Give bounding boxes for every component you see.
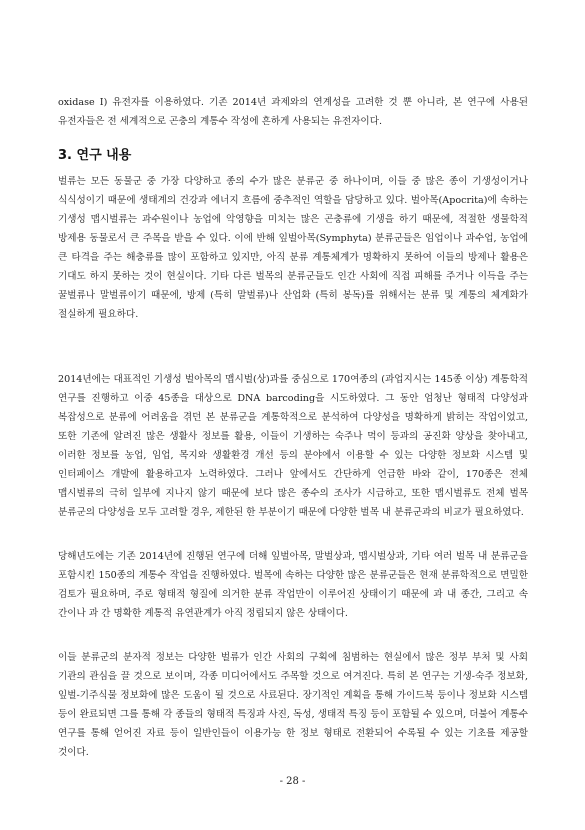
intro-paragraph: oxidase I) 유전자를 이용하였다. 기존 2014년 과제와의 연계성을 고려한 것 뿐 아니라, 본 연구에 사용된 유전자들은 전 세계적으로 곤충의 계통수 작성에 흔하게 사용되는 유전자이다. xyxy=(58,97,528,127)
body-paragraph-3: 당해년도에는 기존 2014년에 진행된 연구에 더해 잎벌아목, 말벌상과, 맵시벌상과, 기타 여러 벌목 내 분류군을 포함시킨 150종의 계통수 작업을 진행하였다. 벌목에 속하는 다양한 많은 분류군들은 현재 분류학적으로 면밀한 검토가 필요하며, 주로 형태적 형질에 의거한 분류 작업만이 이루어진 상태이기 때문에 과 내 종간, 그리고 속 간이나 과 간 명확한 계통적 유연관계가 아직 정립되지 않은 상태이다. xyxy=(58,551,528,619)
body-paragraph-1: 벌류는 모든 동물군 중 가장 다양하고 종의 수가 많은 분류군 중 하나이며, 이들 중 많은 종이 기생성이거나 식식성이기 때문에 생태계의 건강과 에너지 흐름에 중추적인 역할을 담당하고 있다. 벌아목(Apocrita)에 속하는 기생성 맵시벌류는 과수원이나 농업에 악영향을 미치는 많은 곤충류에 기생을 하기 때문에, 적절한 생물학적 방제용 동물로서 큰 주목을 받을 수 있다. 이에 반해 잎벌아목(Symphyta) 분류군들은 임업이나 과수업, 농업에 큰 타격을 주는 해충류를 많이 포함하고 있지만, 아직 분류 계통체계가 명확하지 못하여 이들의 방제나 활용은 기대도 하지 못하는 것이 현실이다. 기타 다른 벌목의 분류군들도 인간 사회에 직접 피해를 주거나 이득을 주는 꿀벌류나 말벌류이기 때문에, 방제 (특히 말벌류)나 산업화 (특히 봉독)를 위해서는 분류 및 계통의 체계화가 절실하게 필요하다. xyxy=(58,176,528,320)
section-heading: 3. 연구 내용 xyxy=(58,148,132,163)
body-paragraph-4: 이들 분류군의 분자적 정보는 다양한 벌류가 인간 사회의 구획에 침범하는 현실에서 많은 정부 부처 및 사회 기관의 관심을 끌 것으로 보이며, 각종 미디어에서도 주목할 것으로 여겨진다. 특히 본 연구는 기생-숙주 정보화, 잎벌-기주식물 정보화에 많은 도움이 될 것으로 사료된다. 장기적인 계획을 통해 가이드북 등이나 정보화 시스템 등이 완료되면 그를 통해 각 종들의 형태적 특징과 사진, 독성, 생태적 특징 등이 포함될 수 있으며, 더불어 계통수 연구를 통해 얻어진 자료 등이 일반인들이 이용가능 한 정보 형태로 전환되어 수록될 수 있는 기초를 제공할 것이다. xyxy=(58,652,528,758)
page-number: - 28 - xyxy=(279,776,306,787)
body-paragraph-2: 2014년에는 대표적인 기생성 벌아목의 맵시벌(상)과를 중심으로 170여종의 (과업지시는 145종 이상) 계통학적 연구를 진행하고 이중 45종을 대상으로 DNA barcoding을 시도하였다. 그 동안 엄청난 형태적 다양성과 복잡성으로 분류에 어려움을 겪던 본 분류군을 계통학적으로 분석하여 다양성을 명확하게 밝히는 작업이었고, 또한 기존에 알려진 많은 생활사 정보를 활용, 이들이 기생하는 숙주나 먹이 등과의 공진화 양상을 찾아내고, 이러한 정보를 농업, 임업, 목지와 생활환경 개선 등의 분야에서 이용할 수 있는 다양한 정보화 시스템 및 인터페이스 개발에 활용하고자 노력하였다. 그러나 앞에서도 간단하게 언급한 바와 같이, 170종은 전체 맵시벌류의 극히 일부에 지나지 않기 때문에 보다 많은 종수의 조사가 시급하고, 또한 맵시벌류도 전체 벌목 분류군의 다양성을 모두 고려할 경우, 제한된 한 부분이기 때문에 다양한 벌목 내 분류군과의 비교가 필요하였다. xyxy=(58,374,528,518)
